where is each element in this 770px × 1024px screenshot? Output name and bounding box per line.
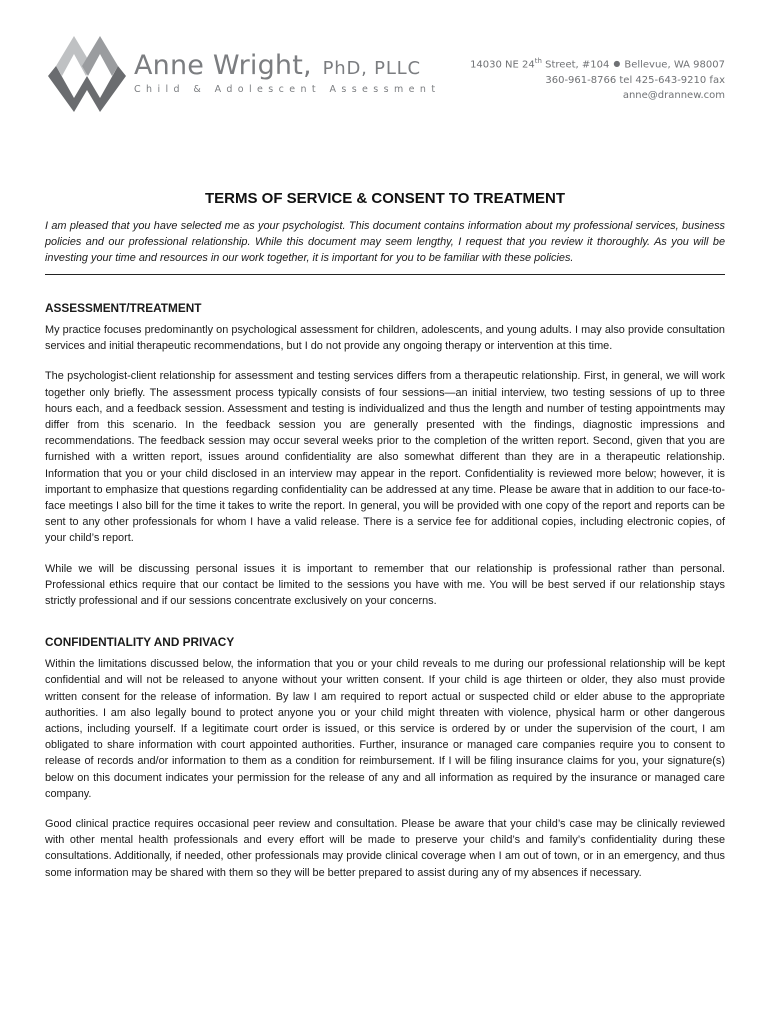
practice-name	[134, 50, 421, 81]
section-heading: ASSESSMENT/TREATMENT	[45, 301, 202, 315]
practice-tagline: Child & Adolescent Assessment	[134, 84, 441, 95]
intro-paragraph: I am pleased that you have selected me as your psychologist. This document contains information about my professional services, business policies and our professional relationship. While this document may seem lengthy, I request that you review it thoroughly. As you will be investing your time and resources in our work together, it is important for you to be familiar with these policies.	[45, 218, 725, 275]
practice-name-text: Anne Wright,	[134, 50, 312, 81]
bullet-separator-icon: ●	[613, 59, 621, 69]
section-assessment-treatment	[45, 301, 725, 609]
mountain-w-logo-icon	[48, 34, 126, 112]
address-line	[470, 54, 725, 73]
paragraph: While we will be discussing personal issues it is important to remember that our relationship is professional rather than personal. Professional ethics require that our contact be limited to the sessions you have with me. You will be best served if our relationship stays strictly professional and if our sessions concentrate exclusively on your concerns.	[45, 562, 725, 608]
phone-line: 360-961-8766 tel 425-643-9210 fax	[545, 74, 725, 86]
document-body	[45, 218, 725, 895]
address-city: Bellevue, WA 98007	[624, 59, 725, 71]
address-ordinal: th	[534, 57, 542, 65]
address-street-rest: Street, #104	[541, 59, 610, 71]
contact-block	[470, 54, 725, 104]
paragraph: My practice focuses predominantly on psychological assessment for children, adolescents, and young adults. I may also provide consultation services and initial therapeutic recommendations, but I do not provide any ongoing therapy or intervention at this time.	[45, 324, 725, 353]
email-address: anne@drannew.com	[622, 90, 725, 102]
section-confidentiality-privacy	[45, 635, 725, 881]
section-heading: CONFIDENTIALITY AND PRIVACY	[45, 635, 235, 650]
practice-credential: PhD, PLLC	[322, 58, 421, 79]
document-title: TERMS OF SERVICE & CONSENT TO TREATMENT	[204, 190, 566, 208]
letterhead	[0, 0, 770, 120]
paragraph: Good clinical practice requires occasional peer review and consultation. Please be aware that your child’s case may be clinically reviewed with other mental health professionals and every effort will be made to preserve your child’s and family’s confidentiality during these consultations. Additionally, if needed, other professionals may provide clinical coverage when I am out of town, or in an emergency, and thus some information may be shared with them so they will be better prepared to assist during any of my absences if necessary.	[45, 818, 725, 879]
paragraph: Within the limitations discussed below, the information that you or your child reveals to me during our professional relationship will be kept confidential and will not be released to anyone without your written consent. If your child is age thirteen or older, they also must provide written consent for the release of information. By law I am required to report actual or suspected child or elder abuse to the appropriate authorities. I am also legally bound to protect anyone you or your child might threaten with violence, physical harm or other dangerous actions, including yourself. If a legitimate court order is issued, or this service is ordered by or under the supervision of the court, I am obligated to share information with court appointed authorities. Further, insurance or managed care companies require you to consent to release of records and/or information to them as a condition for reimbursement. If I will be filing insurance claims for you, your signature(s) below on this document indicates your permission for the release of any and all information as required by the insurance or managed care company.	[45, 658, 725, 800]
address-street: 14030 NE 24	[470, 59, 535, 71]
paragraph: The psychologist-client relationship for assessment and testing services differs from a therapeutic relationship. First, in general, we will work together only briefly. The assessment process typically consists of four sessions—an initial interview, two testing sessions of up to three hours each, and a feedback session. Assessment and testing is individualized and thus the length and number of testing appointments may differ from this scenario. In the feedback session you are generally presented with the findings, diagnostic impressions and recommendations. The feedback session may occur several weeks prior to the completion of the written report. Second, given that you are furnished with a written report, issues around confidentiality are also somewhat different than they are in a therapeutic relationship. Information that you or your child disclosed in an interview may appear in the report. Confidentiality is reviewed more below; however, it is important to emphasize that questions regarding confidentiality can be addressed at any time. Please be aware that in addition to our face-to-face meetings I also bill for the time it takes to write the report. In general, you will be provided with one copy of the report and reports can be sent to any other professionals for whom I have a valid release. There is a service fee for additional copies, including electronic copies, of your child’s report.	[45, 370, 725, 545]
